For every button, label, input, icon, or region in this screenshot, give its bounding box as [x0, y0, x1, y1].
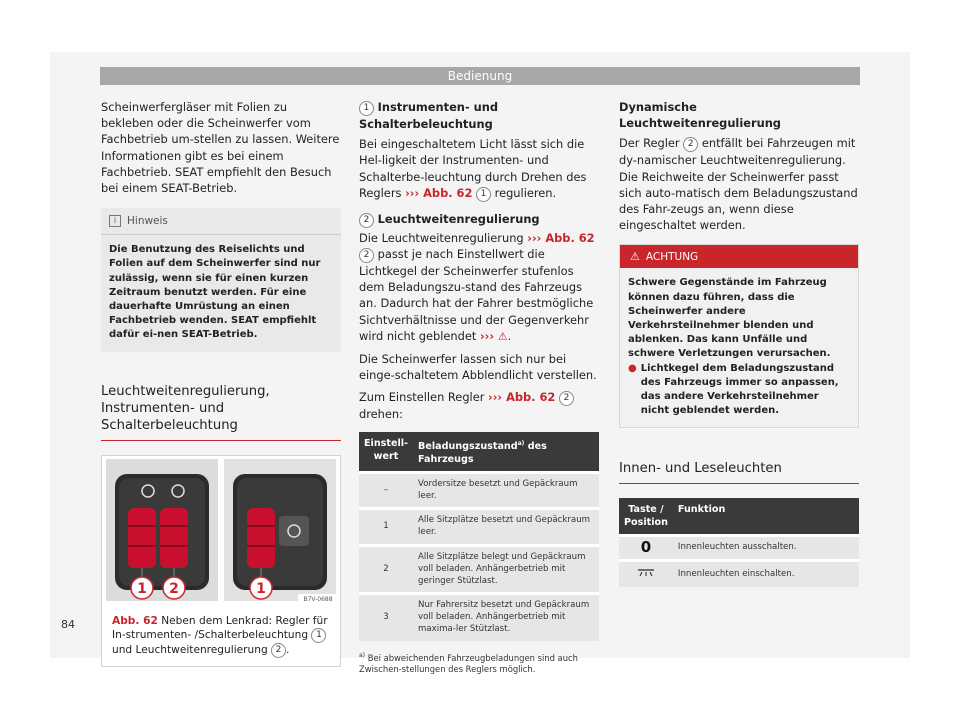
figure-label-2: 2	[169, 580, 179, 597]
table-row	[359, 546, 599, 594]
heading-instrument-lighting	[359, 99, 599, 132]
caption-abb: Abb. 62	[112, 614, 158, 627]
p1-text-a: Bei eingeschaltetem Licht lässt sich die Hel-ligkeit der Instrumenten- und Schalterbe-leuchtung durch Drehen des Reglers	[359, 137, 587, 200]
section-divider-2	[619, 483, 859, 484]
caption-text-a: Neben dem Lenkrad: Regler für In-strumenten- /Schalterbeleuchtung	[112, 614, 328, 642]
right-column	[619, 99, 859, 587]
figure-caption: Abb. 62 Neben dem Lenkrad: Regler für In-strumenten- /Schalterbeleuchtung 1 und Leuchtweitenregulierung 2 .	[112, 614, 328, 657]
note-box	[101, 208, 341, 351]
middle-column	[359, 99, 599, 675]
p-dyn-text-a: Der Regler	[619, 136, 680, 151]
note-title: Hinweis	[127, 215, 168, 228]
table-row	[359, 594, 599, 641]
table-footnote	[359, 650, 599, 675]
figure-illustration	[102, 456, 340, 606]
figure-label-3: 1	[256, 580, 266, 597]
table-cell-value: 2	[359, 546, 413, 594]
heading-headlight-range	[359, 211, 599, 228]
p2-text-b: passt je nach Einstellwert die Lichtkegel der Scheinwerfer stufenlos dem Beladungszu-stand des Fahrzeugs an. Dadurch hat der Fahrer bestmögliche Sichtverhältnisse und der Gegenverkehr wird nicht geblendet	[359, 247, 594, 343]
bullet-icon: ●	[628, 362, 637, 374]
heading-1-text: Instrumenten- und Schalterbeleuchtung	[359, 100, 498, 131]
left-column	[101, 99, 341, 667]
table-header-load-text-b: des Fahrzeugs	[418, 440, 547, 465]
link-warning[interactable]: ›››	[479, 328, 495, 343]
table-header-value: Einstell-wert	[359, 432, 413, 473]
table-cell-value: 1	[359, 509, 413, 546]
section-title-line-3: Schalterbeleuchtung	[101, 417, 238, 433]
table-cell-text: Nur Fahrersitz besetzt und Gepäckraum voll beladen. Anhängerbetrieb mit maxima-ler Stützlast.	[413, 594, 599, 641]
warning-triangle-icon: ⚠	[497, 329, 508, 343]
caption-text-b: und Leuchtweitenregulierung	[112, 644, 268, 657]
page-number: 84	[61, 618, 75, 631]
page-header: Bedienung	[100, 67, 860, 85]
figure-62	[101, 455, 341, 668]
intro-paragraph: Scheinwerfergläser mit Folien zu bekleben oder die Scheinwerfer vom Fachbetrieb um-stellen zu lassen. Weitere Informationen gibt es bei einem Fachbetrieb. SEAT empfiehlt den Besuch bei einem SEAT-Betrieb.	[101, 100, 340, 196]
p4-badge: 2	[559, 391, 574, 406]
p4-text-a: Zum Einstellen Regler	[359, 390, 485, 405]
caption-badge-2: 2	[271, 643, 286, 658]
load-table	[359, 432, 599, 641]
table-row	[619, 536, 859, 561]
table-cell-value: 3	[359, 594, 413, 641]
figure-label-1: 1	[137, 580, 147, 597]
section-title-line-2: Instrumenten- und	[101, 400, 225, 416]
heading-badge-1: 1	[359, 101, 374, 116]
t2-cell-text: Innenleuchten einschalten.	[673, 561, 859, 587]
link-abb-62[interactable]: ››› Abb. 62	[405, 185, 473, 200]
paragraph-dynamic	[619, 135, 859, 233]
table-row	[359, 509, 599, 546]
footnote-mark: a)	[359, 651, 366, 659]
t2-header-position: Taste / Position	[619, 498, 673, 536]
info-icon: i	[109, 215, 121, 227]
table-header-sup: a)	[517, 439, 525, 447]
figure-code: B7V-0688	[303, 595, 333, 603]
p2-text-a: Die Leuchtweitenregulierung	[359, 230, 524, 245]
p4-text-b: drehen:	[359, 407, 403, 422]
warning-icon: ⚠	[630, 250, 640, 264]
p-dyn-badge: 2	[683, 137, 698, 152]
link-abb-62-b[interactable]: ››› Abb. 62	[527, 230, 595, 245]
table-cell-text: Vordersitze besetzt und Gepäckraum leer.	[413, 472, 599, 509]
warning-title: ACHTUNG	[645, 250, 699, 263]
paragraph-adjust	[359, 389, 599, 422]
t2-cell-position: 0	[619, 536, 673, 561]
p2-badge: 2	[359, 248, 374, 263]
paragraph-headlight-range: Die Leuchtweitenregulierung ››› Abb. 62 2 passt je nach Einstellwert die Lichtkegel der Scheinwerfer stufenlos dem Beladungszu-stand des Fahrzeugs an. Dadurch hat der Fahrer bestmögliche Sichtverhältnisse und der Gegenverkehr wird nicht geblendet ››› ⚠.	[359, 230, 595, 343]
table-cell-value: –	[359, 472, 413, 509]
note-text: Die Benutzung des Reiselichts und Folien auf dem Scheinwerfer sind nur zulässig, wenn sie für einen kurzen Zeitraum benutzt werden. Für eine dauerhafte Umrüstung an einen Fachbetrieb wenden. SEAT empfiehlt dafür ei-nen SEAT-Betrieb.	[109, 244, 321, 341]
heading-dynamic: Dynamische Leuchtweitenregulierung	[619, 100, 781, 131]
warning-bullet	[628, 362, 850, 419]
section-divider	[101, 440, 341, 441]
heading-2-text: Leuchtweitenregulierung	[377, 211, 540, 226]
table-row	[359, 472, 599, 509]
table-cell-text: Alle Sitzplätze besetzt und Gepäckraum leer.	[413, 509, 599, 546]
p1-badge: 1	[476, 187, 491, 202]
table-header-load	[413, 432, 599, 473]
warning-body	[620, 268, 858, 427]
p1-text-b: regulieren.	[494, 185, 557, 200]
footnote-text: Bei abweichenden Fahrzeugbeladungen sind auch Zwischen-stellungen des Reglers möglich.	[359, 652, 578, 674]
section-title-interior: Innen- und Leseleuchten	[619, 461, 782, 477]
link-abb-62-c[interactable]: ››› Abb. 62	[488, 390, 556, 405]
warning-box	[619, 244, 859, 428]
light-table	[619, 498, 859, 587]
table-cell-text: Alle Sitzplätze belegt und Gepäckraum voll beladen. Anhängerbetrieb mit geringer Stützlast.	[413, 546, 599, 594]
table-header-row	[619, 498, 859, 536]
t2-header-function: Funktion	[673, 498, 859, 536]
caption-badge-1: 1	[311, 628, 326, 643]
warning-bullet-text: Lichtkegel dem Beladungszustand des Fahrzeugs immer so anpassen, das andere Verkehrsteilnehmer nicht geblendet werden.	[640, 362, 839, 417]
t2-cell-position	[619, 561, 673, 587]
warning-header	[620, 245, 858, 268]
warning-text: Schwere Gegenstände im Fahrzeug können dazu führen, dass die Scheinwerfer andere Verkehrsteilnehmer blenden und ablenken. Das kann Unfälle und schwere Verletzungen verursachen.	[628, 277, 831, 360]
paragraph-instrument-lighting	[359, 136, 599, 202]
p-dyn-text-b: entfällt bei Fahrzeugen mit dy-namischer Leuchtweitenregulierung. Die Reichweite der Scheinwerfer passt sich auto-matisch dem Beladungszustand des Fahr-zeugs an, wenn diese eingeschaltet werden.	[619, 136, 858, 233]
paragraph-low-beam: Die Scheinwerfer lassen sich nur bei einge-schaltetem Abblendlicht verstellen.	[359, 352, 597, 383]
section-title-line-1: Leuchtweitenregulierung,	[101, 383, 270, 399]
note-header	[101, 208, 341, 235]
table-header-row	[359, 432, 599, 473]
table-row	[619, 561, 859, 587]
interior-light-icon	[637, 567, 655, 577]
t2-cell-text: Innenleuchten ausschalten.	[673, 536, 859, 561]
table-header-load-text: Beladungszustand	[418, 440, 518, 452]
heading-badge-2: 2	[359, 213, 374, 228]
section-heading	[101, 383, 341, 434]
